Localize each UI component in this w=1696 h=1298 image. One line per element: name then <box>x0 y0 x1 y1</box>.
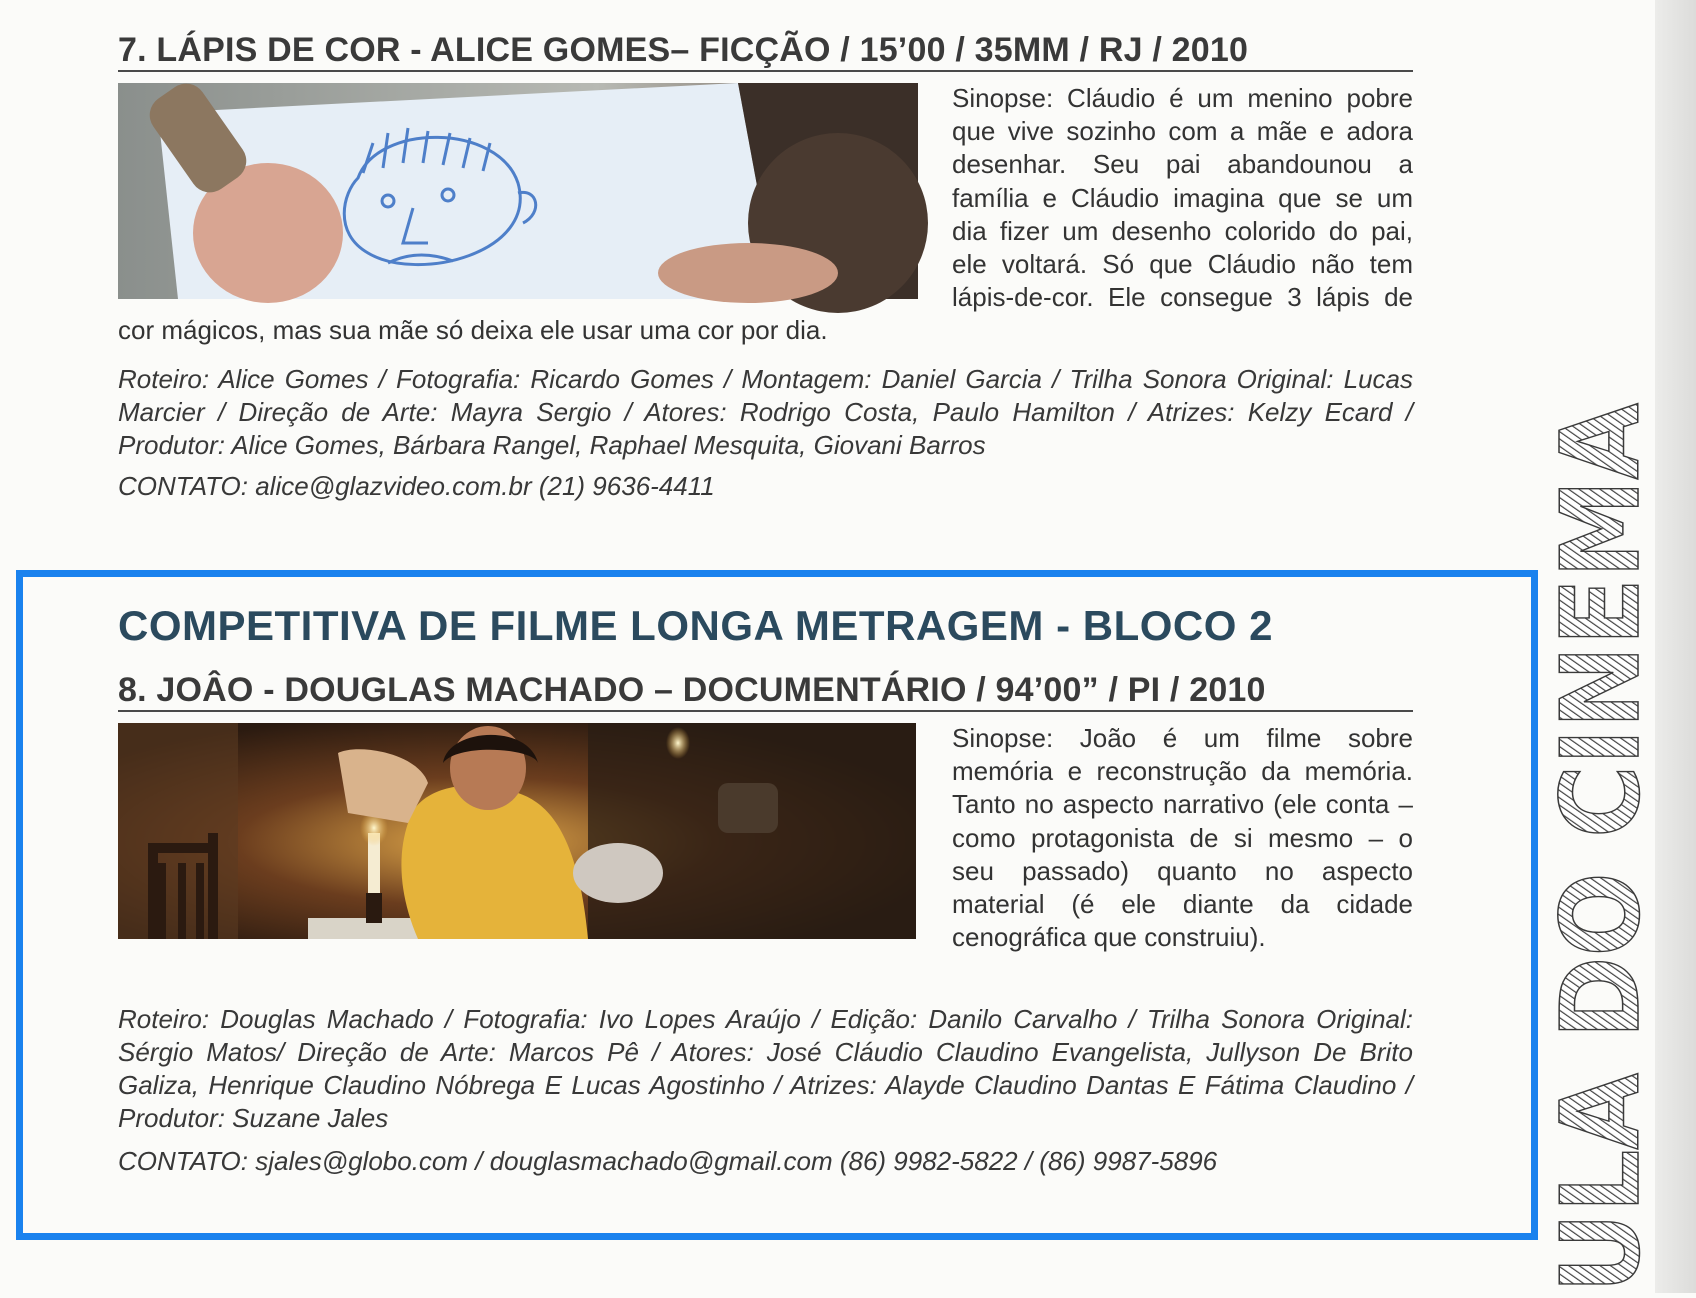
side-logo <box>1539 321 1664 1293</box>
film-8-photo-spacer <box>118 722 918 948</box>
film-8-synopsis <box>118 722 1413 954</box>
film-7-synopsis-text: Sinopse: Cláudio é um menino pobre que vive sozinho com a mãe e adora desenhar. Seu pai abandounou a família e Cláudio imagina que se um dia fizer um desenho colorido do pai, ele voltará. Só que Cláudio não tem lápis-de-cor. Ele consegue 3 lápis de cor mágicos, mas sua mãe só deixa ele usar uma cor por dia. <box>118 83 1413 346</box>
side-logo-text: ULA DO CINEMA <box>1539 321 1664 1293</box>
film-entry-8 <box>118 670 1413 1190</box>
film-8-title: 8. JOÂO - DOUGLAS MACHADO – DOCUMENTÁRIO / 94’00” / PI / 2010 <box>118 670 1413 712</box>
section-heading: COMPETITIVA DE FILME LONGA METRAGEM - BLOCO 2 <box>118 602 1273 649</box>
film-8-synopsis-text: Sinopse: João é um filme sobre memória e reconstrução da memória. Tanto no aspecto narrativo (ele conta – como protagonista de si mesmo – o seu passado) quanto no aspecto material (é ele diante da cidade cenográfica que construiu). <box>952 723 1413 953</box>
film-7-contact: CONTATO: alice@glazvideo.com.br (21) 9636-4411 <box>118 471 715 501</box>
film-8-contact: CONTATO: sjales@globo.com / douglasmachado@gmail.com (86) 9982-5822 / (86) 9987-5896 <box>118 1146 1218 1176</box>
film-7-synopsis <box>118 82 1413 348</box>
film-7-credits: Roteiro: Alice Gomes / Fotografia: Ricardo Gomes / Montagem: Daniel Garcia / Trilha Sonora Original: Lucas Marcier / Direção de Arte: Mayra Sergio / Atores: Rodrigo Costa, Paulo Hamilton / Atrizes: Kelzy Ecard / Produtor: Alice Gomes, Bárbara Rangel, Raphael Mesquita, Giovani Barros <box>118 364 1413 460</box>
film-8-credits: Roteiro: Douglas Machado / Fotografia: Ivo Lopes Araújo / Edição: Danilo Carvalho / Trilha Sonora Original: Sérgio Matos/ Direção de Arte: Marcos Pê / Atores: José Cláudio Claudino Evangelista, Jullyson De Brito Galiza, Henrique Claudino Nóbrega E Lucas Agostinho / Atrizes: Alayde Claudino Dantas E Fátima Claudino / Produtor: Suzane Jales <box>118 1004 1413 1133</box>
film-7-title: 7. LÁPIS DE COR - ALICE GOMES– FICÇÃO / 15’00 / 35MM / RJ / 2010 <box>118 30 1413 72</box>
film-entry-7 <box>118 30 1413 510</box>
film-7-photo-spacer <box>118 82 918 308</box>
